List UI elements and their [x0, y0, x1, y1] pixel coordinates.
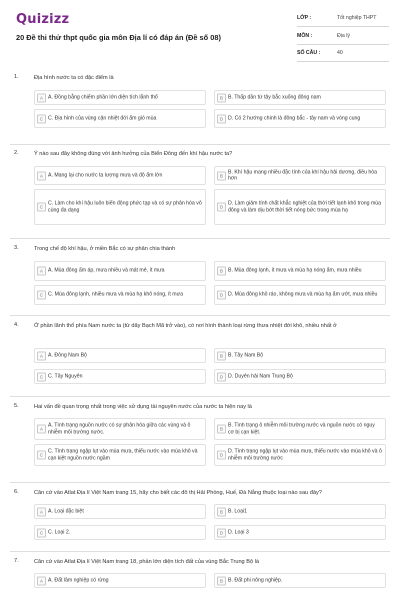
question: [0, 403, 400, 489]
option-text: A. Đất lâm nghiệp có rừng: [48, 577, 109, 584]
option-text: B. Thấp dần từ tây bắc xuống đông nam: [228, 94, 321, 101]
option-text: B. Mùa đông lạnh, ít mưa và mùa hạ nóng ẩm, mưa nhiều: [228, 267, 362, 274]
option-letter-badge: A: [37, 351, 46, 360]
option-letter-badge: C: [37, 203, 46, 212]
answer-option-d[interactable]: [214, 109, 386, 128]
question: [0, 322, 400, 403]
meta-key: MÔN :: [297, 32, 313, 39]
option-letter-badge: A: [37, 507, 46, 516]
question-text: Địa hình nước ta có đặc điểm là: [34, 75, 114, 81]
option-letter-badge: D: [217, 114, 226, 123]
option-letter-badge: D: [217, 203, 226, 212]
option-text: B. Loại1: [228, 508, 248, 515]
option-letter-badge: B: [217, 351, 226, 360]
meta-row-count: [297, 47, 389, 62]
option-text: A. Mang lại cho nước ta lượng mưa và độ ẩm lớn: [48, 172, 163, 179]
option-text: C. Tây Nguyên: [48, 373, 83, 380]
answer-option-b[interactable]: [214, 348, 386, 363]
option-letter-badge: A: [37, 171, 46, 180]
option-letter-badge: C: [37, 528, 46, 537]
option-text: C. Làm cho khí hậu luôn biến động phức tạp và có sự phân hóa vô cùng đa dạng: [48, 200, 202, 213]
answer-option-b[interactable]: [214, 573, 386, 588]
option-text: D. Mùa đông khô ráo, không mưa và mùa hạ ẩm ướt, mưa nhiều: [228, 291, 378, 298]
option-text: C. Mùa đông lạnh, nhiều mưa và mùa hạ khô nóng, ít mưa: [48, 291, 183, 298]
option-letter-badge: C: [37, 372, 46, 381]
question-divider: [10, 144, 390, 145]
option-text: A. Loại đặc biệt: [48, 508, 84, 515]
answer-option-c[interactable]: [34, 189, 206, 225]
option-text: C. Tình trạng ngập lụt vào mùa mưa, thiếu nước vào mùa khô và cạn kiệt nguồn nước ngầm: [48, 448, 198, 461]
meta-row-class: [297, 12, 389, 27]
option-text: B. Tình trạng ô nhiễm môi trường nước và nguồn nước có nguy cơ bị cạn kiệt.: [228, 422, 375, 435]
question: [0, 489, 400, 558]
meta-value: 40: [337, 50, 343, 56]
option-text: B. Khí hậu mang nhiều đặc tính của khí hậu hải dương, điều hòa hơn: [228, 168, 378, 182]
question-divider: [10, 551, 390, 552]
question: [0, 74, 400, 150]
option-letter-badge: D: [217, 372, 226, 381]
question-divider: [10, 396, 390, 397]
option-letter-badge: B: [217, 507, 226, 516]
option-text: A. Đông Nam Bộ: [48, 352, 87, 359]
option-text: A. Đồng bằng chiếm phần lớn diện tích lãnh thổ: [48, 94, 158, 101]
question: [0, 558, 400, 598]
meta-value: Tốt nghiệp THPT: [337, 15, 377, 21]
option-letter-badge: C: [37, 291, 46, 300]
option-letter-badge: A: [37, 93, 46, 102]
question-list: [0, 74, 400, 598]
question-number: 1.: [14, 74, 19, 80]
option-text: D. Làm giảm tính chất khắc nghiệt của thời tiết lạnh khô trong mùa đông và làm dịu bớt thời tiết nóng bức trong mùa hạ: [228, 200, 382, 213]
meta-key: LỚP :: [297, 15, 312, 21]
answer-option-b[interactable]: [214, 504, 386, 519]
option-text: C. Địa hình của vùng cận nhiệt đới ẩm gió mùa: [48, 115, 157, 122]
answer-option-d[interactable]: [214, 369, 386, 384]
answer-option-c[interactable]: [34, 525, 206, 540]
meta-key: SỐ CÂU :: [297, 50, 321, 56]
question-text: Trong chế độ khí hậu, ở miền Bắc có sự phân chia thành: [34, 246, 176, 252]
answer-option-a[interactable]: [34, 418, 206, 440]
question-number: 7.: [14, 558, 19, 564]
question: [0, 245, 400, 322]
meta-value: Địa lý: [337, 32, 350, 39]
answer-option-d[interactable]: [214, 444, 386, 466]
answer-option-a[interactable]: [34, 504, 206, 519]
answer-option-b[interactable]: [214, 166, 386, 185]
answer-option-c[interactable]: [34, 285, 206, 305]
question-divider: [10, 238, 390, 239]
document-title: 20 Đề thi thử thpt quốc gia môn Địa lí có đáp án (Đề số 08): [16, 33, 221, 42]
answer-option-d[interactable]: [214, 285, 386, 305]
question-number: 2.: [14, 150, 19, 156]
option-letter-badge: D: [217, 451, 226, 460]
option-letter-badge: B: [217, 576, 226, 585]
meta-table: [297, 12, 389, 65]
option-text: B. Tây Nam Bộ: [228, 352, 264, 359]
option-letter-badge: A: [37, 425, 46, 434]
answer-option-c[interactable]: [34, 109, 206, 128]
answer-option-a[interactable]: [34, 90, 206, 105]
question-text: Ở phần lãnh thổ phía Nam nước ta (từ dãy Bạch Mã trở vào), có nơi hình thành loại rừng thưa nhiệt đới khô, nhiều nhất ở: [34, 323, 337, 329]
option-text: D. Duyên hải Nam Trung Bộ: [228, 373, 293, 380]
answer-option-a[interactable]: [34, 573, 206, 588]
question-number: 5.: [14, 403, 19, 409]
answer-option-d[interactable]: [214, 189, 386, 225]
option-letter-badge: D: [217, 528, 226, 537]
answer-option-a[interactable]: [34, 348, 206, 363]
question: [0, 150, 400, 245]
question-number: 6.: [14, 489, 19, 495]
answer-option-c[interactable]: [34, 369, 206, 384]
answer-option-b[interactable]: [214, 418, 386, 440]
question-text: Ý nào sau đây không đúng với ảnh hưởng của Biển Đông đến khí hậu nước ta?: [34, 151, 233, 157]
option-text: C. Loại 2.: [48, 529, 71, 536]
option-letter-badge: B: [217, 425, 226, 434]
question-divider: [10, 482, 390, 483]
option-letter-badge: A: [37, 267, 46, 276]
question-divider: [10, 315, 390, 316]
option-letter-badge: A: [37, 576, 46, 585]
option-letter-badge: C: [37, 114, 46, 123]
option-text: D. Tình trạng ngập lụt vào mùa mưa, thiếu nước vào mùa khô và ô nhiễm môi trường nước: [228, 448, 382, 461]
question-number: 4.: [14, 322, 19, 328]
option-text: D. Có 2 hướng chính là đông bắc - tây nam và vòng cung: [228, 115, 361, 122]
quizizz-logo: Quizizz: [16, 12, 70, 27]
option-letter-badge: B: [217, 267, 226, 276]
question-text: Hai vấn đề quan trọng nhất trong việc sử dụng tài nguyên nước của nước ta hiện nay là: [34, 404, 252, 410]
option-letter-badge: B: [217, 93, 226, 102]
question-text: Căn cứ vào Atlat Địa lí Việt Nam trang 18, phần lớn diện tích đất của vùng Bắc Trung Bộ là: [34, 559, 259, 565]
option-text: D. Loại 3: [228, 529, 249, 536]
option-letter-badge: B: [217, 171, 226, 180]
answer-option-b[interactable]: [214, 261, 386, 281]
option-letter-badge: C: [37, 451, 46, 460]
answer-option-a[interactable]: [34, 166, 206, 185]
question-text: Căn cứ vào Atlat Địa lí Việt Nam trang 15, hãy cho biết các đô thị Hải Phòng, Huế, Đà Nẵng thuộc loại nào sau đây?: [34, 490, 322, 496]
meta-row-subject: [297, 30, 389, 45]
option-letter-badge: D: [217, 291, 226, 300]
answer-option-b[interactable]: [214, 90, 386, 105]
question-number: 3.: [14, 245, 19, 251]
option-text: B. Đất phi nông nghiệp.: [228, 577, 283, 584]
document-header: [0, 0, 400, 70]
option-text: A. Tình trạng nguồn nước có sự phân hóa giữa các vùng và ô nhiễm môi trường nước.: [48, 422, 191, 435]
answer-option-c[interactable]: [34, 444, 206, 466]
answer-option-d[interactable]: [214, 525, 386, 540]
answer-option-a[interactable]: [34, 261, 206, 281]
option-text: A. Mùa đông ấm áp, mưa nhiều và mát mẻ, ít mưa: [48, 267, 165, 274]
